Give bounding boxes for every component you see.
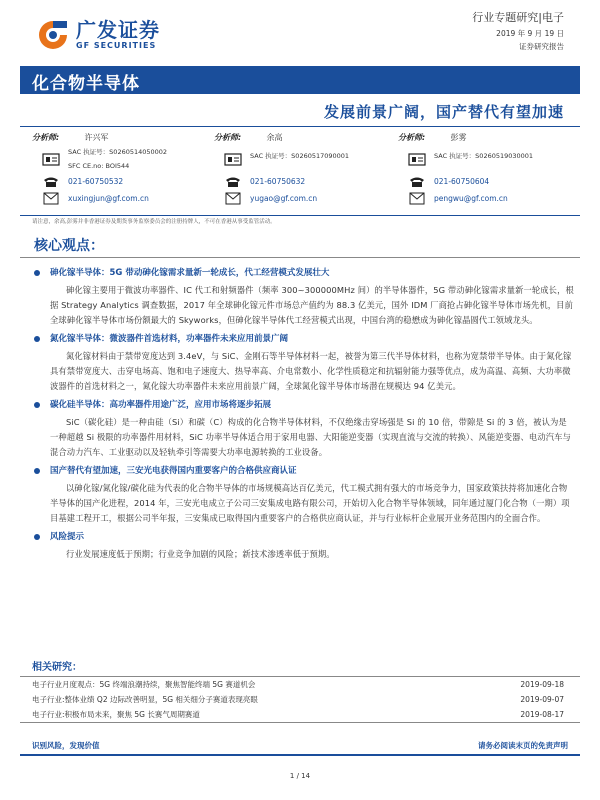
- related-item-title[interactable]: 电子行业月度观点：5G 终端浪潮持续，聚焦智能终端 5G 赛道机会: [32, 680, 256, 689]
- phone-icon: [406, 175, 428, 188]
- point-heading: [34, 530, 574, 544]
- analyst-cert: SAC 执证号：S0260517090001: [250, 152, 350, 160]
- analyst-card: [398, 132, 578, 206]
- analyst-email[interactable]: xuxingjun@gf.com.cn: [68, 193, 149, 203]
- bullet-icon: [34, 336, 40, 342]
- analyst-name: 许兴军: [84, 133, 109, 142]
- point-heading: [34, 398, 574, 412]
- analyst-label: 分析师:: [214, 133, 242, 142]
- certificate-icon: [40, 153, 62, 166]
- bullet-icon: [34, 270, 40, 276]
- related-item-date: 2019-09-18: [520, 680, 564, 689]
- bullet-icon: [34, 402, 40, 408]
- point-body: 以砷化镓/氮化镓/碳化硅为代表的化合物半导体的市场规模高达百亿美元，代工模式拥有强大的市场竞争力，国家政策扶持将加速化合物半导体的国产化进程，2014 年，三安光电成立子公司三安集成电路有限公司，开始切入化合物半导体领域，同年通过厦门化合物（一期）项目基建工程开工，根据公司半年报，三安集成已取得国内重要客户的合格供应商认证，并与行业标杆企业展开业务范围内的全面合作。: [50, 483, 570, 523]
- analyst-label: 分析师:: [32, 133, 60, 142]
- point-body: SiC（碳化硅）是一种由硅（Si）和碳（C）构成的化合物半导体材料，不仅绝缘击穿场强是 Si 的 10 倍，带隙是 Si 的 3 倍，被认为是一种超越 Si 极限的功率器件用材料，SiC 功率半导体适合用于家用电器、大阳能逆变器（实现直流与交流的转换）、风能逆变器、电动汽车与混合动力汽车、工业驱动以及轻轨牵引等需要大功率电源转换的工业设备。: [50, 417, 571, 457]
- analyst-name: 彭雾: [450, 133, 467, 142]
- analyst-card: [214, 132, 394, 206]
- page-footer: [32, 740, 568, 751]
- related-item-date: 2019-09-07: [520, 695, 564, 704]
- email-icon: [222, 192, 244, 205]
- point-body: 氮化镓材料由于禁带宽度达到 3.4eV，与 SiC、金刚石等半导体材料一起，被誉为第三代半导体材料，也称为宽禁带半导体。由于氮化镓具有禁带宽度大、击穿电场高、饱和电子速度大、热导率高、介电常数小、化学性质稳定和抗辐射能力强等优点，成为高温、高频、大功率微波器件的首选材料之一，氮化镓大功率器件未来应用前景广阔，全球氮化镓半导体市场潜在规模达 94 亿美元。: [50, 351, 572, 391]
- analyst-label: 分析师:: [398, 133, 426, 142]
- logo-en-text: GF SECURITIES: [76, 41, 157, 50]
- title-banner: [20, 66, 580, 94]
- related-item[interactable]: [20, 692, 580, 707]
- point-heading: [34, 332, 574, 346]
- point-heading-text: 氮化镓半导体：微波器件首选材料，功率器件未来应用前景广阔: [50, 334, 289, 344]
- page-number: 1 / 14: [289, 772, 311, 780]
- point-heading-text: 砷化镓半导体：5G 带动砷化镓需求量新一轮成长，代工经营模式发展壮大: [50, 268, 330, 278]
- point-heading-text: 国产替代有望加速，三安光电获得国内重要客户的合格供应商认证: [50, 466, 297, 476]
- related-item[interactable]: [20, 677, 580, 692]
- bullet-icon: [34, 468, 40, 474]
- report-subtitle: 发展前景广阔，国产替代有望加速: [323, 103, 564, 121]
- analyst-name: 余高: [266, 133, 283, 142]
- point-heading: [34, 464, 574, 478]
- core-views-title: 核心观点：: [34, 238, 104, 254]
- point-heading-text: 风险提示: [50, 532, 85, 542]
- certificate-icon: [406, 153, 428, 166]
- related-item-date: 2019-08-17: [520, 710, 564, 719]
- related-research: [20, 660, 580, 723]
- analyst-phone: 021-60750604: [434, 176, 490, 186]
- point-body: 砷化镓主要用于微波功率器件、IC 代工和射频器件（频率 300~300000MHz 间）的半导体器件，5G 带动砷化镓需求量新一轮成长，根据 Strategy Analytics 调查数据，2017 年全球砷化镓元件市场总产值约为 88.3 亿美元，国外 IDM 厂商抢占砷化镓半导体市场先机，目前全球砷化镓半导体市场份额最大的 Skyworks，但砷化镓半导体代工经营模式出现，中国台湾的稳懋成为砷化镓晶圆代工领域龙头。: [50, 285, 574, 325]
- phone-icon: [222, 175, 244, 188]
- footer-disclaimer-note: 请务必阅读末页的免责声明: [478, 741, 568, 750]
- disclaimer-divider: [20, 215, 580, 216]
- point-heading: [34, 266, 574, 280]
- analyst-phone: 021-60750632: [250, 176, 306, 186]
- logo-cn-text: 广发证券: [76, 18, 160, 42]
- related-item-title[interactable]: 电子行业:积极布局未来，聚焦 5G 长赛气周期赛道: [32, 710, 200, 719]
- email-icon: [40, 192, 62, 205]
- header-meta: [472, 10, 564, 52]
- analyst-card: [32, 132, 212, 206]
- phone-icon: [40, 175, 62, 188]
- gf-securities-logo: [36, 18, 160, 52]
- report-date: 2019 年 9 月 19 日: [496, 29, 564, 38]
- gf-logo-icon: [36, 18, 70, 52]
- banner-title: 化合物半导体: [32, 74, 140, 94]
- related-item-title[interactable]: 电子行业:整体业绩 Q2 边际改善明显，5G 相关细分子赛道表现亮眼: [32, 695, 258, 704]
- report-dept: 证券研究报告: [519, 42, 564, 51]
- core-points: [34, 262, 574, 562]
- analyst-block: [32, 132, 572, 216]
- core-views-divider: [20, 257, 580, 258]
- related-item[interactable]: [20, 707, 580, 723]
- point-body: 行业发展速度低于预期；行业竞争加剧的风险；新技术渗透率低于预期。: [66, 549, 335, 559]
- report-type: 行业专题研究|电子: [472, 11, 564, 24]
- point-heading-text: 碳化硅半导体：高功率器件用途广泛，应用市场将逐步拓展: [50, 400, 272, 410]
- analyst-email[interactable]: pengwu@gf.com.cn: [434, 193, 508, 203]
- analyst-email[interactable]: yugao@gf.com.cn: [250, 193, 318, 203]
- page-header: [0, 0, 600, 66]
- email-icon: [406, 192, 428, 205]
- footer-divider: [20, 754, 580, 756]
- analyst-phone: 021-60750532: [68, 176, 124, 186]
- certificate-icon: [222, 153, 244, 166]
- subtitle-divider: [20, 126, 580, 127]
- footer-slogan: 识别风险，发现价值: [32, 741, 100, 750]
- analyst-cert: SAC 执证号：S0260514050002: [68, 148, 168, 156]
- bullet-icon: [34, 534, 40, 540]
- related-title: 相关研究：: [32, 662, 82, 673]
- analyst-disclaimer: 请注意，余高,彭雾并非香港证券及期货事务监察委员会的注册持牌人，不可在香港从事受监管活动。: [32, 219, 276, 225]
- analyst-cert-sfc: SFC CE.no: BOI544: [68, 162, 130, 170]
- analyst-cert: SAC 执证号：S0260519030001: [434, 152, 534, 160]
